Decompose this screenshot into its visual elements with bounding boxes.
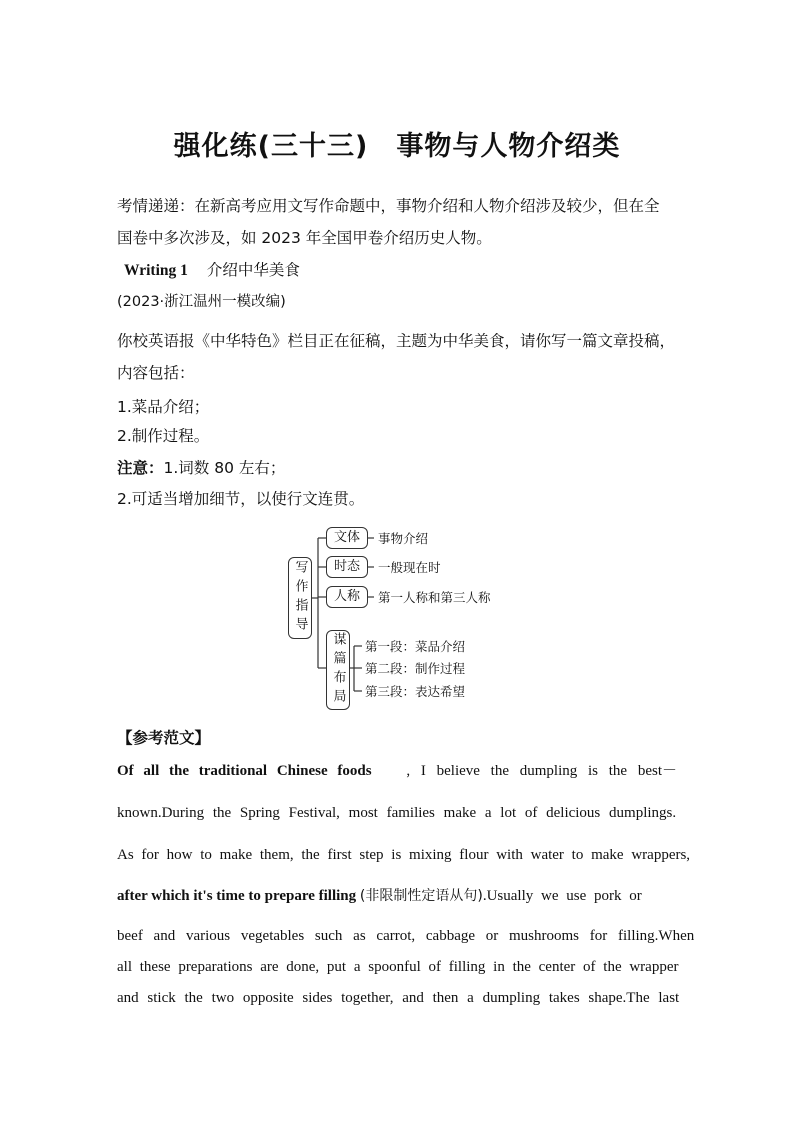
sample-line-5: beef and various vegetables such as carrot, cabbage or mushrooms for filling.When [117, 928, 695, 944]
writing-label: Writing 1 [124, 262, 188, 279]
diagram-paragraph-0: 第一段：菜品介绍 [365, 639, 466, 654]
diagram-root-box: 写作指导 [288, 557, 312, 639]
diagram-paragraph-1: 第二段：制作过程 [365, 661, 466, 676]
diagram-item-box-0: 文体 [326, 527, 368, 549]
page-title: 强化练(三十三) 事物与人物介绍类 [173, 131, 621, 162]
sample-line-4-rest: .Usually we use pork or [482, 888, 642, 904]
note-1: 1.词数 80 左右； [163, 459, 286, 477]
task-note-2: 2.可适当增加细节，以使行文连贯。 [117, 490, 365, 508]
diagram-layout-box: 谋篇布局 [326, 630, 350, 710]
task-item-2: 2.制作过程。 [117, 427, 210, 445]
intro-line-2: 国卷中多次涉及，如 2023 年全国甲卷介绍历史人物。 [117, 229, 492, 247]
diagram-item-box-2: 人称 [326, 586, 368, 608]
sample-line-1-bold: Of all the traditional Chinese foods [117, 763, 372, 779]
task-item-1: 1.菜品介绍； [117, 398, 210, 416]
sample-line-7: and stick the two opposite sides together, and then a dumpling takes shape.The last [117, 990, 680, 1006]
diagram-item-desc-1: 一般现在时 [378, 560, 441, 575]
task-line-2: 内容包括： [117, 364, 195, 382]
diagram-item-desc-2: 第一人称和第三人称 [378, 590, 491, 605]
writing-heading [124, 260, 300, 281]
writing-source: (2023·浙江温州一模改编) [117, 294, 286, 310]
diagram-item-box-1: 时态 [326, 556, 368, 578]
sample-line-6: all these preparations are done, put a spoonful of filling in the center of the wrapper [117, 959, 679, 975]
sample-line-1 [117, 761, 677, 781]
sample-heading: 【参考范文】 [117, 729, 211, 747]
sample-line-4 [117, 886, 642, 906]
diagram-paragraph-2: 第三段：表达希望 [365, 684, 466, 699]
sample-line-2: known.During the Spring Festival, most families make a lot of delicious dumplings. [117, 805, 677, 821]
task-line-1: 你校英语报《中华特色》栏目正在征稿，主题为中华美食，请你写一篇文章投稿， [117, 332, 676, 350]
note-label: 注意： [117, 459, 164, 477]
sample-line-3: As for how to make them, the first step is mixing flour with water to make wrappers, [117, 847, 691, 863]
writing-topic: 介绍中华美食 [206, 261, 300, 279]
diagram-item-desc-0: 事物介绍 [378, 531, 429, 546]
sample-line-4-bold: after which it's time to prepare filling [117, 888, 357, 904]
sample-line-1-rest: , I believe the dumpling is the best－ [406, 763, 677, 779]
sample-line-4-note: (非限制性定语从句) [359, 888, 483, 904]
intro-line-1: 考情递递：在新高考应用文写作命题中，事物介绍和人物介绍涉及较少，但在全 [117, 197, 660, 215]
task-note [117, 458, 285, 478]
